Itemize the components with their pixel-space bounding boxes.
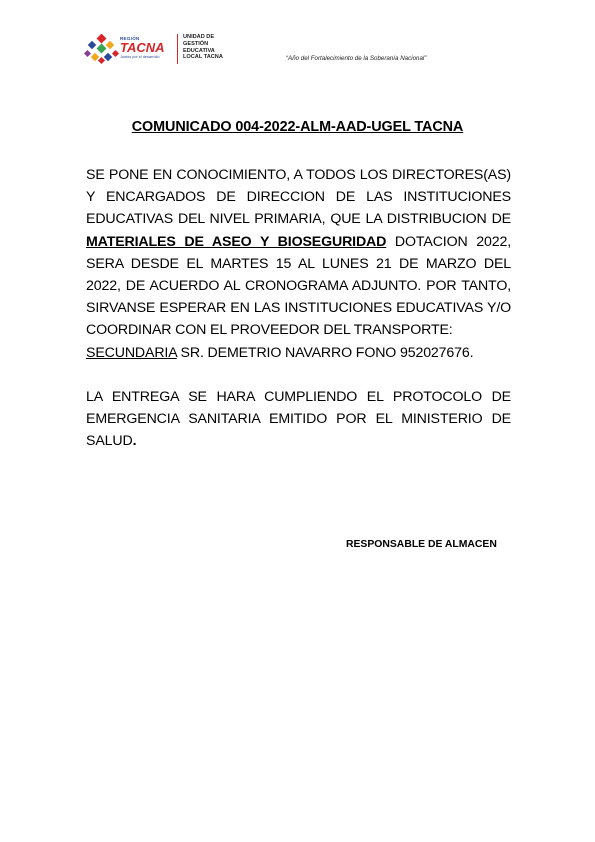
ugel-line: UNIDAD DE — [183, 34, 215, 40]
provider-contact: SR. DEMETRIO NAVARRO FONO 952027676. — [176, 344, 474, 361]
region-name-block — [120, 36, 176, 59]
ugel-name — [183, 34, 223, 61]
signature-label: RESPONSABLE DE ALMACEN — [346, 539, 497, 550]
paragraph-gap — [86, 364, 511, 386]
level-label: SECUNDARIA — [86, 344, 177, 361]
paragraph-provider — [86, 342, 511, 364]
header-divider — [177, 34, 178, 64]
notice-text: SE PONE EN CONOCIMIENTO, A TODOS LOS DIRECTORES(AS) Y ENCARGADOS DE DIRECCION DE LAS INSTITUCIONES EDUCATIVAS DEL NIVEL PRIMARIA, QUE LA DISTRIBUCION DE — [86, 167, 511, 228]
notice-text-cont: DOTACION 2022, SERA DESDE EL MARTES 15 AL LUNES 21 DE MARZO DEL 2022, DE ACUERDO AL CRONOGRAMA ADJUNTO. POR TANTO, SIRVANSE ESPERAR EN LAS INSTITUCIONES EDUCATIVAS Y/O COORDINAR CON EL PROVEEDOR DEL TRANSPORTE: — [86, 233, 511, 339]
protocol-text: LA ENTREGA SE HARA CUMPLIENDO EL PROTOCOLO DE EMERGENCIA SANITARIA EMITIDO POR EL MINISTERIO DE SALUD — [86, 388, 511, 450]
region-tagline: Juntos por el desarrollo — [120, 55, 160, 59]
paragraph-protocol — [86, 386, 511, 453]
materials-highlight: MATERIALES DE ASEO Y BIOSEGURIDAD — [86, 233, 387, 250]
page-title: COMUNICADO 004-2022-ALM-AAD-UGEL TACNA — [131, 119, 464, 135]
ugel-line: EDUCATIVA — [183, 47, 215, 54]
ugel-line: LOCAL TACNA — [183, 54, 223, 61]
protocol-period: . — [132, 433, 137, 450]
year-motto: “Año del Fortalecimiento de la Soberanía Nacional” — [286, 55, 427, 62]
ugel-line: GESTIÓN — [183, 40, 209, 47]
region-label: REGIÓN — [120, 36, 140, 41]
region-name: TACNA — [120, 40, 165, 55]
paragraph-notice — [86, 164, 511, 342]
communique-body — [86, 164, 511, 452]
letterhead — [84, 30, 514, 70]
region-tacna-logo-icon — [84, 34, 120, 66]
